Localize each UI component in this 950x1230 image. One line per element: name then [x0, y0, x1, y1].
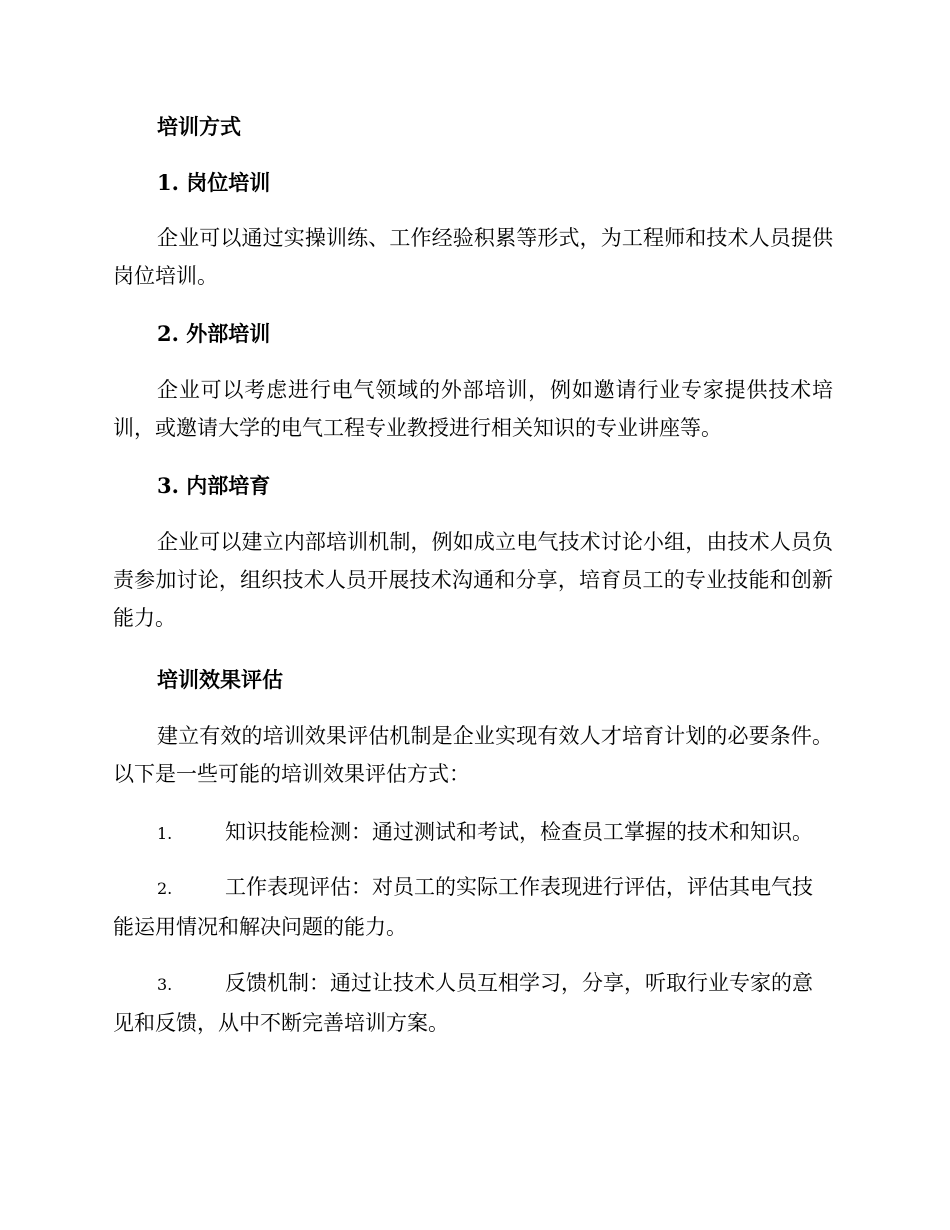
list-item-text: 工作表现评估：对员工的实际工作表现进行评估，评估其电气技能运用情况和解决问题的能力。: [113, 875, 813, 939]
subheading-internal-cultivation: 3. 内部培育: [157, 473, 271, 498]
paragraph-job-training: 企业可以通过实操训练、工作经验积累等形式，为工程师和技术人员提供岗位培训。: [113, 226, 833, 288]
list-item-text: 反馈机制：通过让技术人员互相学习，分享，听取行业专家的意见和反馈，从中不断完善培训方案。: [113, 971, 813, 1035]
list-item-number: 1.: [157, 824, 173, 843]
subheading-external-training: 2. 外部培训: [157, 321, 271, 346]
paragraph-evaluation-intro: 建立有效的培训效果评估机制是企业实现有效人才培育计划的必要条件。以下是一些可能的培训效果评估方式：: [113, 724, 833, 786]
paragraph-internal-cultivation: 企业可以建立内部培训机制，例如成立电气技术讨论小组，由技术人员负责参加讨论，组织技术人员开展技术沟通和分享，培育员工的专业技能和创新能力。: [113, 530, 833, 630]
list-item-text: 知识技能检测：通过测试和考试，检查员工掌握的技术和知识。: [225, 820, 813, 844]
list-item-number: 2.: [157, 879, 173, 898]
section-heading-training-methods: 培训方式: [157, 114, 241, 139]
list-item: [113, 964, 833, 1042]
subheading-job-training: 1. 岗位培训: [157, 170, 271, 195]
section-heading-evaluation: 培训效果评估: [157, 667, 283, 692]
list-item: [113, 813, 833, 853]
list-item-number: 3.: [157, 975, 173, 994]
paragraph-external-training: 企业可以考虑进行电气领域的外部培训，例如邀请行业专家提供技术培训，或邀请大学的电气工程专业教授进行相关知识的专业讲座等。: [113, 378, 833, 440]
list-item: [113, 868, 833, 946]
